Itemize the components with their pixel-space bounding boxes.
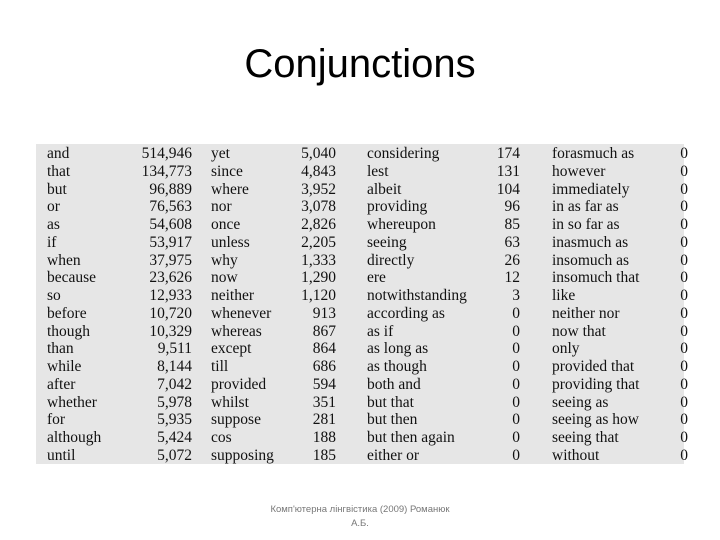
conjunction-word: when [47, 251, 81, 269]
conjunction-word: provided [211, 375, 267, 393]
conjunction-word: albeit [367, 180, 402, 198]
table-row [211, 252, 336, 270]
table-row [47, 358, 192, 376]
frequency-count: 0 [680, 429, 688, 446]
conjunction-word: whereupon [367, 216, 436, 233]
frequency-count: 0 [680, 269, 688, 287]
frequency-count: 9,511 [157, 340, 192, 358]
conjunction-word: cos [211, 429, 232, 446]
table-column-3 [367, 145, 520, 465]
conjunction-word: yet [211, 145, 230, 162]
table-row [552, 181, 688, 199]
conjunction-word: except [211, 340, 252, 358]
table-row [211, 216, 336, 234]
conjunction-word: whereas [211, 322, 262, 340]
conjunction-word: neither [211, 287, 255, 304]
frequency-count: 23,626 [149, 269, 192, 287]
table-row [47, 287, 192, 305]
table-row [367, 323, 520, 341]
frequency-count: 0 [680, 358, 688, 375]
conjunction-word: or [47, 198, 60, 216]
table-row [47, 411, 192, 429]
table-row [367, 340, 520, 358]
conjunction-word: now that [552, 322, 606, 340]
table-row [552, 269, 688, 287]
frequency-count: 0 [680, 145, 688, 162]
frequency-count: 0 [680, 198, 688, 216]
conjunction-word: since [211, 162, 243, 180]
conjunction-word: as if [367, 322, 394, 340]
table-row [367, 181, 520, 199]
frequency-count: 0 [680, 393, 688, 411]
table-row [211, 340, 336, 358]
frequency-count: 0 [680, 304, 688, 322]
table-row [211, 145, 336, 163]
frequency-count: 76,563 [149, 198, 192, 216]
conjunction-word: whilst [211, 393, 249, 411]
conjunction-word: neither nor [552, 304, 620, 322]
conjunction-word: considering [367, 145, 440, 162]
frequency-count: 1,290 [301, 269, 336, 287]
table-row [552, 429, 688, 447]
table-row [211, 394, 336, 412]
table-column-2 [211, 145, 336, 465]
frequency-count: 5,935 [157, 411, 192, 429]
conjunction-word: as though [367, 358, 427, 375]
table-row [47, 447, 192, 465]
conjunction-word: both and [367, 375, 421, 393]
table-row [211, 429, 336, 447]
conjunction-word: in as far as [552, 198, 619, 216]
conjunction-word: until [47, 446, 76, 464]
table-row [367, 305, 520, 323]
conjunction-word: if [47, 233, 57, 251]
table-row [552, 376, 688, 394]
table-row [367, 145, 520, 163]
frequency-count: 10,329 [149, 322, 192, 340]
table-row [552, 198, 688, 216]
table-row [211, 163, 336, 181]
conjunction-word: once [211, 216, 241, 233]
conjunction-word: either or [367, 446, 420, 464]
table-row [47, 252, 192, 270]
table-row [367, 429, 520, 447]
table-row [211, 287, 336, 305]
conjunction-word: before [47, 304, 87, 322]
frequency-count: 96 [504, 198, 520, 216]
frequency-count: 5,072 [157, 446, 192, 464]
table-row [552, 411, 688, 429]
conjunction-word: although [47, 429, 102, 446]
conjunction-word: insomuch as [552, 251, 630, 269]
conjunction-word: but [47, 180, 67, 198]
frequency-count: 0 [680, 411, 688, 429]
conjunction-word: however [552, 162, 606, 180]
table-row [367, 447, 520, 465]
frequency-count: 3,078 [301, 198, 336, 216]
conjunction-word: while [47, 358, 82, 375]
frequency-count: 4,843 [301, 162, 336, 180]
conjunction-word: suppose [211, 411, 261, 429]
conjunction-word: whether [47, 393, 97, 411]
conjunction-word: inasmuch as [552, 233, 629, 251]
frequency-count: 0 [680, 446, 688, 464]
table-row [367, 411, 520, 429]
conjunction-word: directly [367, 251, 415, 269]
conjunction-word: supposing [211, 446, 274, 464]
frequency-count: 0 [512, 393, 520, 411]
table-row [47, 198, 192, 216]
table-row [211, 411, 336, 429]
table-row [367, 394, 520, 412]
conjunction-word: ere [367, 269, 386, 287]
frequency-count: 0 [680, 233, 688, 251]
table-column-1 [47, 145, 192, 465]
frequency-count: 0 [512, 411, 520, 429]
table-row [367, 376, 520, 394]
frequency-count: 174 [496, 145, 520, 162]
frequency-count: 0 [680, 322, 688, 340]
frequency-count: 0 [512, 322, 520, 340]
frequency-count: 0 [512, 446, 520, 464]
table-row [47, 216, 192, 234]
table-row [211, 305, 336, 323]
table-row [367, 269, 520, 287]
conjunction-frequency-table [36, 144, 688, 464]
frequency-count: 0 [680, 340, 688, 358]
frequency-count: 0 [512, 358, 520, 375]
conjunction-word: according as [367, 304, 445, 322]
table-row [211, 323, 336, 341]
frequency-count: 0 [680, 375, 688, 393]
conjunction-word: without [552, 446, 600, 464]
table-row [47, 269, 192, 287]
table-row [211, 234, 336, 252]
conjunction-word: like [552, 287, 576, 304]
table-row [211, 447, 336, 465]
frequency-count: 2,826 [301, 216, 336, 233]
table-row [47, 234, 192, 252]
table-row [552, 358, 688, 376]
table-row [367, 163, 520, 181]
table-row [367, 287, 520, 305]
frequency-count: 188 [312, 429, 336, 446]
conjunction-word: immediately [552, 180, 630, 198]
frequency-count: 8,144 [157, 358, 192, 375]
frequency-count: 594 [312, 375, 336, 393]
frequency-count: 1,333 [301, 251, 336, 269]
table-row [552, 447, 688, 465]
table-row [367, 252, 520, 270]
conjunction-word: as long as [367, 340, 429, 358]
table-row [367, 198, 520, 216]
conjunction-word: after [47, 375, 76, 393]
frequency-count: 131 [496, 162, 520, 180]
frequency-count: 867 [312, 322, 336, 340]
frequency-count: 3,952 [301, 180, 336, 198]
conjunction-word: nor [211, 198, 232, 216]
table-row [47, 145, 192, 163]
table-row [47, 163, 192, 181]
table-row [552, 287, 688, 305]
table-row [47, 394, 192, 412]
conjunction-word: where [211, 180, 249, 198]
conjunction-word: that [47, 162, 71, 180]
frequency-count: 514,946 [141, 145, 192, 162]
table-row [552, 340, 688, 358]
conjunction-word: for [47, 411, 66, 429]
conjunction-word: provided that [552, 358, 635, 375]
frequency-count: 10,720 [149, 304, 192, 322]
conjunction-word: providing that [552, 375, 640, 393]
conjunction-word: insomuch that [552, 269, 640, 287]
conjunction-word: seeing as how [552, 411, 639, 429]
table-row [552, 234, 688, 252]
footer-line-2: А.Б. [351, 518, 369, 529]
frequency-count: 913 [312, 304, 336, 322]
table-row [211, 181, 336, 199]
frequency-count: 0 [680, 216, 688, 233]
slide-title: Conjunctions [244, 42, 476, 86]
conjunction-word: because [47, 269, 97, 287]
conjunction-word: seeing as [552, 393, 609, 411]
table-row [211, 269, 336, 287]
conjunction-word: though [47, 322, 91, 340]
table-row [552, 252, 688, 270]
table-row [47, 305, 192, 323]
table-row [552, 323, 688, 341]
frequency-count: 351 [312, 393, 336, 411]
footer-caption [240, 503, 480, 531]
conjunction-word: now [211, 269, 238, 287]
frequency-count: 53,917 [149, 233, 192, 251]
table-row [552, 394, 688, 412]
frequency-count: 0 [680, 287, 688, 304]
frequency-count: 63 [504, 233, 520, 251]
frequency-count: 37,975 [149, 251, 192, 269]
table-row [211, 358, 336, 376]
table-row [367, 234, 520, 252]
frequency-count: 1,120 [301, 287, 336, 304]
table-column-4 [552, 145, 688, 465]
frequency-count: 281 [312, 411, 336, 429]
conjunction-word: but that [367, 393, 414, 411]
table-row [552, 163, 688, 181]
frequency-count: 54,608 [149, 216, 192, 233]
table-row [552, 145, 688, 163]
conjunction-word: seeing that [552, 429, 619, 446]
conjunction-word: but then [367, 411, 418, 429]
conjunction-word: lest [367, 162, 389, 180]
conjunction-word: in so far as [552, 216, 620, 233]
conjunction-word: whenever [211, 304, 272, 322]
footer-line-1: Комп'ютерна лінгвістика (2009) Романюк [270, 504, 450, 515]
table-row [211, 376, 336, 394]
conjunction-word: unless [211, 233, 250, 251]
conjunction-word: and [47, 145, 70, 162]
table-row [211, 198, 336, 216]
conjunction-word: seeing [367, 233, 407, 251]
table-row [552, 216, 688, 234]
frequency-count: 104 [496, 180, 520, 198]
conjunction-word: than [47, 340, 74, 358]
conjunction-word: as [47, 216, 60, 233]
frequency-count: 5,978 [157, 393, 192, 411]
frequency-count: 686 [312, 358, 336, 375]
frequency-count: 0 [680, 180, 688, 198]
frequency-count: 134,773 [141, 162, 192, 180]
frequency-count: 0 [680, 162, 688, 180]
frequency-count: 96,889 [149, 180, 192, 198]
frequency-count: 3 [512, 287, 520, 304]
frequency-count: 5,424 [157, 429, 192, 446]
frequency-count: 0 [680, 251, 688, 269]
frequency-count: 0 [512, 375, 520, 393]
frequency-count: 5,040 [301, 145, 336, 162]
frequency-count: 26 [504, 251, 520, 269]
frequency-count: 7,042 [157, 375, 192, 393]
table-row [367, 216, 520, 234]
frequency-count: 185 [312, 446, 336, 464]
frequency-count: 864 [312, 340, 336, 358]
table-row [47, 376, 192, 394]
conjunction-word: notwithstanding [367, 287, 467, 304]
conjunction-word: providing [367, 198, 428, 216]
table-row [47, 181, 192, 199]
conjunction-word: forasmuch as [552, 145, 635, 162]
conjunction-word: only [552, 340, 580, 358]
frequency-count: 12 [504, 269, 520, 287]
table-row [47, 340, 192, 358]
conjunction-word: why [211, 251, 238, 269]
table-row [552, 305, 688, 323]
table-row [47, 429, 192, 447]
table-row [367, 358, 520, 376]
frequency-count: 0 [512, 304, 520, 322]
table-row [47, 323, 192, 341]
frequency-count: 0 [512, 340, 520, 358]
conjunction-word: so [47, 287, 61, 304]
frequency-count: 2,205 [301, 233, 336, 251]
conjunction-word: but then again [367, 429, 455, 446]
frequency-count: 85 [504, 216, 520, 233]
frequency-count: 12,933 [149, 287, 192, 304]
frequency-count: 0 [512, 429, 520, 446]
conjunction-word: till [211, 358, 229, 375]
